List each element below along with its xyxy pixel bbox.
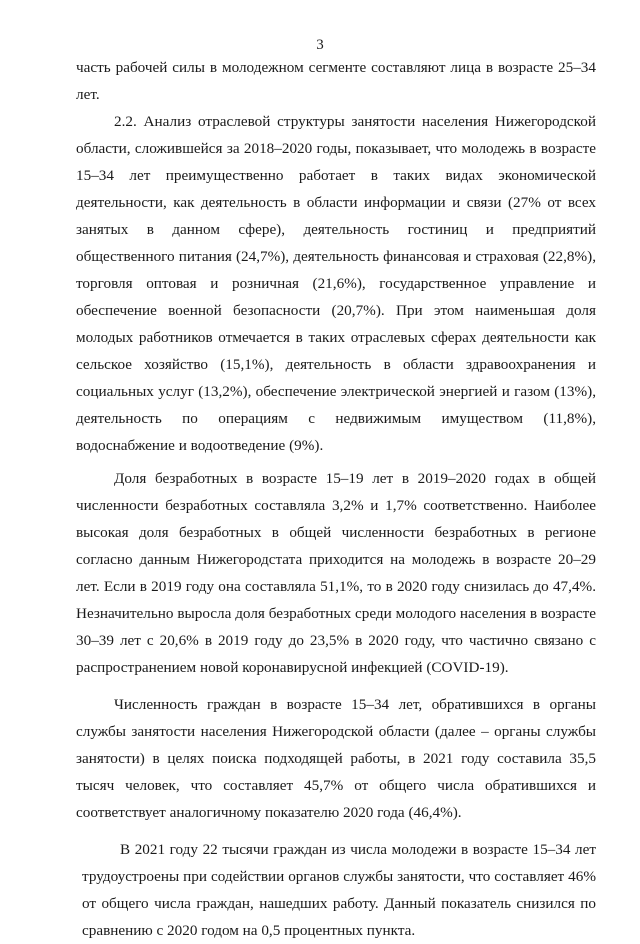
paragraph-employment-service-applicants: Численность граждан в возрасте 15–34 лет, обратившихся в органы службы занятости населения Нижегородской области (далее – органы службы занятости) в целях поиска подходящей работы, в 2021 году составила 35,5 тысяч человек, что составляет 45,7% от общего числа обратившихся и соответствует аналогичному показателю 2020 года (46,4%). bbox=[76, 696, 596, 821]
document-body bbox=[76, 54, 596, 944]
paragraph-youth-placement: В 2021 году 22 тысячи граждан из числа молодежи в возрасте 15–34 лет трудоустроены при содействии органов службы занятости, что составляет 46% от общего числа граждан, нашедших работу. Данный показатель снизился по сравнению с 2020 годом на 0,5 процентных пункта. bbox=[82, 841, 596, 939]
page-number: 3 bbox=[316, 37, 324, 53]
paragraph-unemployment-share: Доля безработных в возрасте 15–19 лет в 2019–2020 годах в общей численности безработных составляла 3,2% и 1,7% соответственно. Наиболее высокая доля безработных в общей численности безработных в регионе согласно данным Нижегородстата приходится на молодежь в возрасте 20–29 лет. Если в 2019 году она составляла 51,1%, то в 2020 году снизилась до 47,4%. Незначительно выросла доля безработных среди молодого населения в возрасте 30–39 лет с 20,6% в 2019 году до 23,5% в 2020 году, что частично связано с распространением новой коронавирусной инфекцией (COVID-19). bbox=[76, 470, 596, 676]
paragraph-continuation: часть рабочей силы в молодежном сегменте составляют лица в возрасте 25–34 лет. bbox=[76, 59, 596, 103]
paragraph-industry-structure: 2.2. Анализ отраслевой структуры занятости населения Нижегородской области, сложившейся за 2018–2020 годы, показывает, что молодежь в возрасте 15–34 лет преимущественно работает в таких видах экономической деятельности, как деятельность в области информации и связи (27% от всех занятых в данном сфере), деятельность гостиниц и предприятий общественного питания (24,7%), деятельность финансовая и страховая (22,8%), торговля оптовая и розничная (21,6%), государственное управление и обеспечение военной безопасности (20,7%). При этом наименьшая доля молодых работников отмечается в таких отраслевых сферах деятельности как сельское хозяйство (15,1%), деятельность в области здравоохранения и социальных услуг (13,2%), обеспечение электрической энергией и газом (13%), деятельность по операциям с недвижимым имуществом (11,8%), водоснабжение и водоотведение (9%). bbox=[76, 113, 596, 454]
